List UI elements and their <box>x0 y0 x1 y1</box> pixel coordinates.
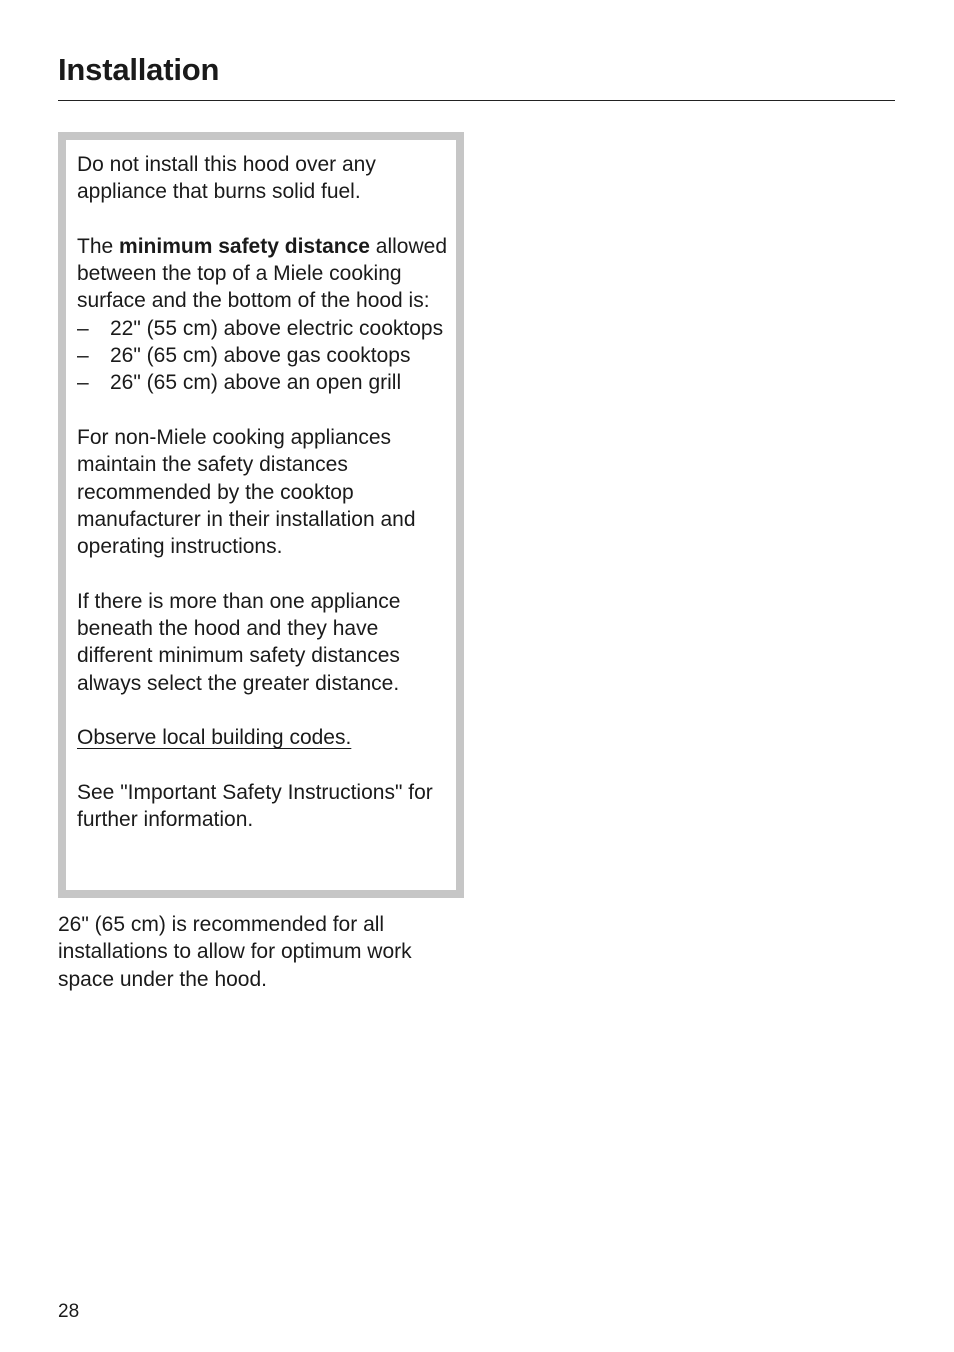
distance-list <box>77 315 452 397</box>
warning-solid-fuel-text: Do not install this hood over any appliance that burns solid fuel. <box>77 153 376 204</box>
recommendation-text: 26" (65 cm) is recommended for all installations to allow for optimum work space under the hood. <box>58 913 412 991</box>
dash-marker: – <box>77 316 89 340</box>
safety-instructions-reference: See "Important Safety Instructions" for further information. <box>77 780 433 832</box>
title-divider <box>58 100 895 101</box>
safety-warning-box <box>58 132 464 898</box>
min-distance-prefix: The <box>77 234 120 258</box>
warning-content <box>77 151 452 833</box>
non-miele-text: For non-Miele cooking appliances maintain the safety distances recommended by the cooktop manufacturer in their installation and operating instructions. <box>77 425 416 559</box>
min-distance-suffix: allowed between the top of a Miele cooking surface and the bottom of the hood is: <box>77 234 448 313</box>
list-item <box>77 315 452 342</box>
dash-marker: – <box>77 371 89 395</box>
building-codes-text <box>77 724 452 751</box>
min-distance-emphasis: minimum safety distance <box>119 234 370 258</box>
list-item <box>77 369 452 396</box>
list-item-text: 26" (65 cm) above gas cooktops <box>110 344 411 368</box>
page-title: Installation <box>58 52 220 87</box>
list-item <box>77 342 452 369</box>
list-item-text: 22" (55 cm) above electric cooktops <box>110 316 444 340</box>
multiple-appliances-text: If there is more than one appliance beneath the hood and they have different minimum safety distances always select the greater distance. <box>77 589 401 695</box>
page-number: 28 <box>58 1301 80 1322</box>
building-codes-underlined: Observe local building codes. <box>77 726 352 750</box>
minimum-distance-text <box>77 233 452 315</box>
list-item-text: 26" (65 cm) above an open grill <box>110 371 402 395</box>
dash-marker: – <box>77 344 89 368</box>
